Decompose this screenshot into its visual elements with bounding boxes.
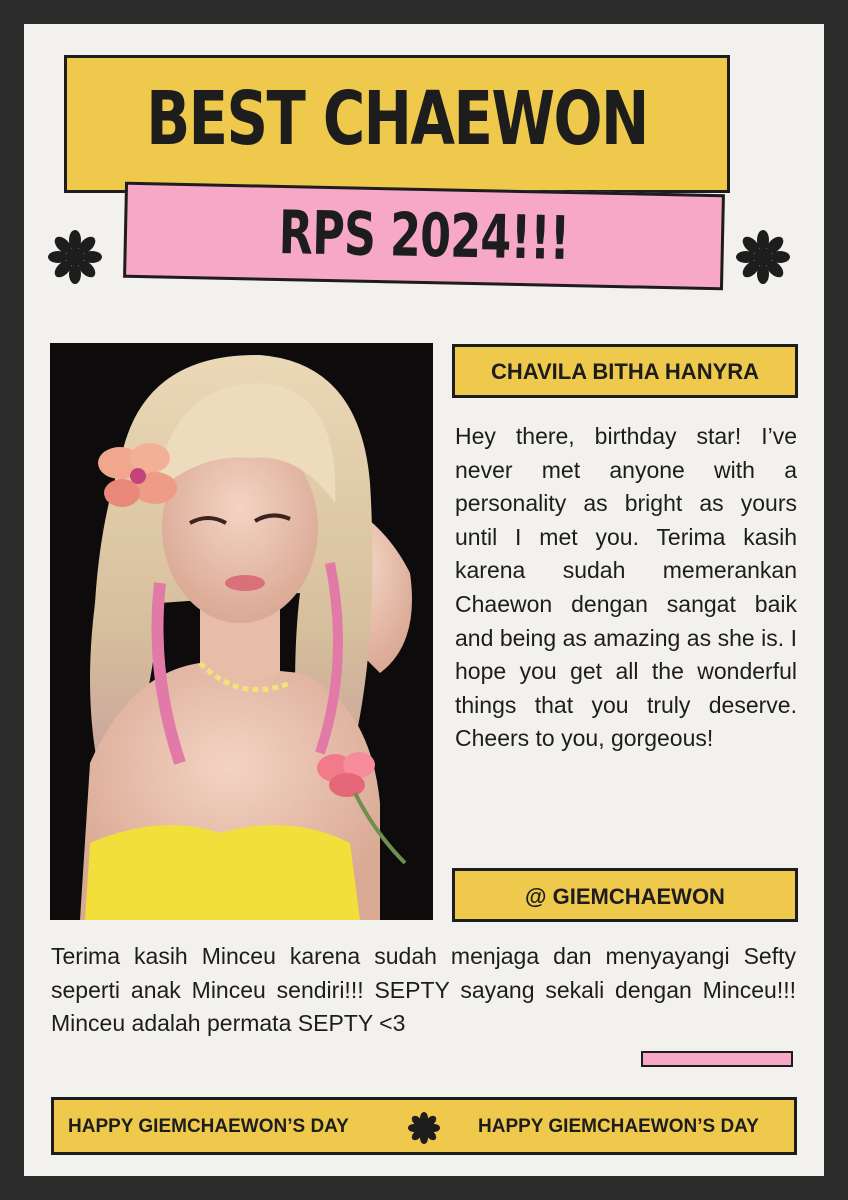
footer-text-right: HAPPY GIEMCHAEWON’S DAY bbox=[478, 1116, 759, 1137]
thank-you-message: Terima kasih Minceu karena sudah menjaga dan menyayangi Sefty seperti anak Minceu sendiri!!! SEPTY sayang sekali dengan Minceu!!! Minceu adalah permata SEPTY <3 bbox=[51, 943, 796, 1037]
footer-text-left: HAPPY GIEMCHAEWON’S DAY bbox=[68, 1116, 349, 1137]
author-name-box bbox=[452, 344, 798, 398]
poster-subtitle: RPS 2024!!! bbox=[278, 197, 570, 275]
flower-icon bbox=[48, 230, 102, 284]
poster-title: BEST CHAEWON bbox=[146, 76, 648, 162]
footer-banner bbox=[51, 1097, 797, 1155]
birthday-message: Hey there, birthday star! I’ve never met anyone with a personality as bright as yours until I met you. Terima kasih karena sudah memerankan Chaewon dengan sangat baik and being as amazing as she is. I hope you get all the wonderful things that you truly deserve. Cheers to you, gorgeous! bbox=[455, 423, 797, 752]
subtitle-banner bbox=[123, 182, 725, 291]
pink-accent-bar bbox=[641, 1051, 793, 1067]
flower-icon bbox=[408, 1112, 440, 1144]
flower-icon bbox=[736, 230, 790, 284]
author-name: CHAVILA BITHA HANYRA bbox=[490, 359, 760, 384]
portrait-photo bbox=[50, 343, 433, 920]
title-banner bbox=[64, 55, 730, 193]
social-handle: @ GIEMCHAEWON bbox=[525, 884, 725, 909]
handle-box bbox=[452, 868, 798, 922]
